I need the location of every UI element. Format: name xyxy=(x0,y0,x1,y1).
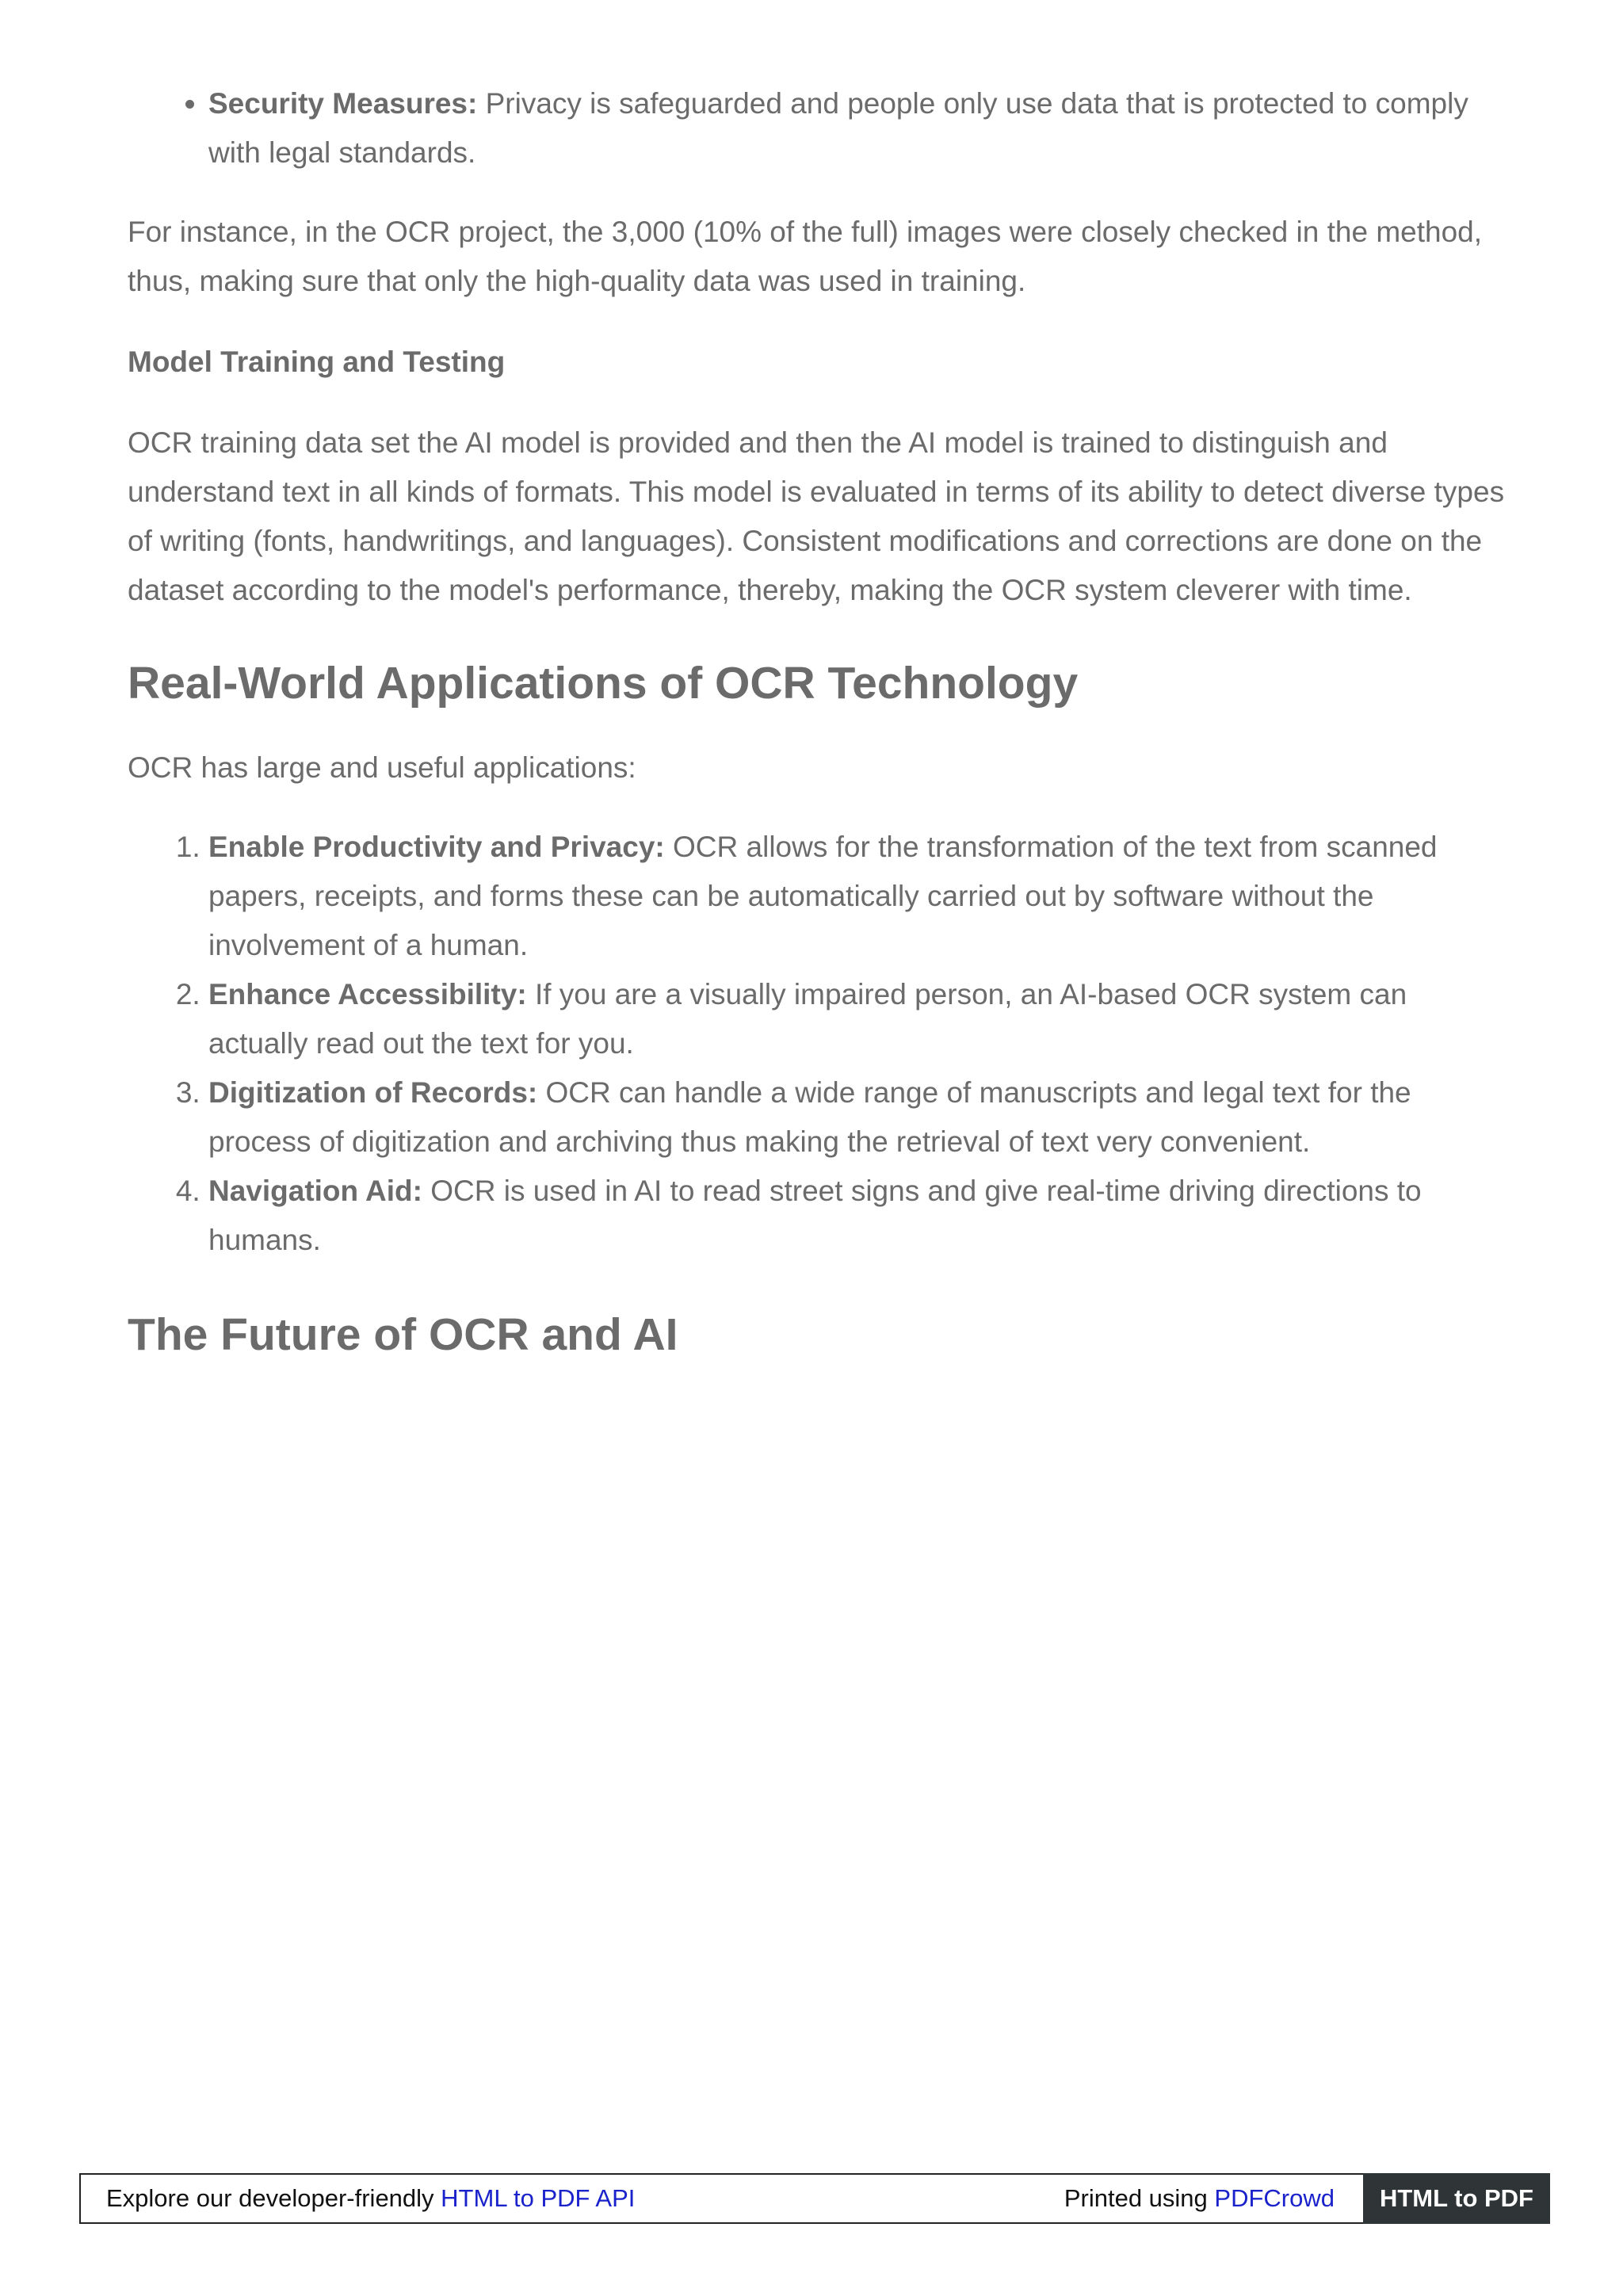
footer-right-text: Printed using xyxy=(1064,2184,1215,2212)
list-item-text: OCR can handle a wide range of manuscripts and legal text for the process of digitization and archiving thus making the retrieval of text very convenient. xyxy=(208,1076,1411,1158)
paragraph-instance: For instance, in the OCR project, the 3,000 (10% of the full) images were closely checked in the method, thus, making sure that only the high-quality data was used in training. xyxy=(128,216,1483,297)
list-item-label: Enhance Accessibility: xyxy=(208,978,527,1010)
list-item-text: OCR is used in AI to read street signs and give real-time driving directions to humans. xyxy=(208,1175,1422,1256)
list-item-text: Privacy is safeguarded and people only use data that is protected to comply with legal standards. xyxy=(208,87,1468,169)
footer-left xyxy=(106,2175,635,2222)
footer-left-text: Explore our developer-friendly xyxy=(106,2184,441,2212)
pdfcrowd-link[interactable]: PDFCrowd xyxy=(1214,2184,1335,2212)
paragraph-model-training: OCR training data set the AI model is provided and then the AI model is trained to distinguish and understand text in all kinds of formats. This model is evaluated in terms of its ability to detect diverse types of writing (fonts, handwritings, and languages). Consistent modifications and corrections are done on the dataset according to the model's performance, thereby, making the OCR system cleverer with time. xyxy=(128,426,1505,606)
heading-future-of-ocr: The Future of OCR and AI xyxy=(128,1309,678,1360)
applications-list xyxy=(128,823,1507,1265)
list-item xyxy=(208,970,1507,1068)
bullet-list xyxy=(128,79,1507,178)
list-item-label: Security Measures: xyxy=(208,87,478,120)
list-item-security xyxy=(208,79,1507,178)
subheading-model-training: Model Training and Testing xyxy=(128,346,506,378)
list-item-label: Digitization of Records: xyxy=(208,1076,538,1109)
list-item xyxy=(208,1167,1507,1265)
footer-right xyxy=(1064,2175,1335,2222)
pdfcrowd-footer-banner xyxy=(79,2173,1550,2224)
list-item-text: OCR allows for the transformation of the text from scanned papers, receipts, and forms these can be automatically carried out by software without the involvement of a human. xyxy=(208,831,1438,961)
html-to-pdf-badge[interactable]: HTML to PDF xyxy=(1363,2173,1550,2224)
list-item-label: Navigation Aid: xyxy=(208,1175,422,1207)
html-to-pdf-api-link[interactable]: HTML to PDF API xyxy=(441,2184,636,2212)
list-item xyxy=(208,823,1507,970)
heading-real-world-applications: Real-World Applications of OCR Technology xyxy=(128,658,1079,709)
list-item-label: Enable Productivity and Privacy: xyxy=(208,831,665,863)
list-item-text: If you are a visually impaired person, an AI-based OCR system can actually read out the text for you. xyxy=(208,978,1407,1060)
list-item xyxy=(208,1068,1507,1167)
article-body xyxy=(128,79,1507,1365)
paragraph-applications-intro: OCR has large and useful applications: xyxy=(128,751,636,784)
